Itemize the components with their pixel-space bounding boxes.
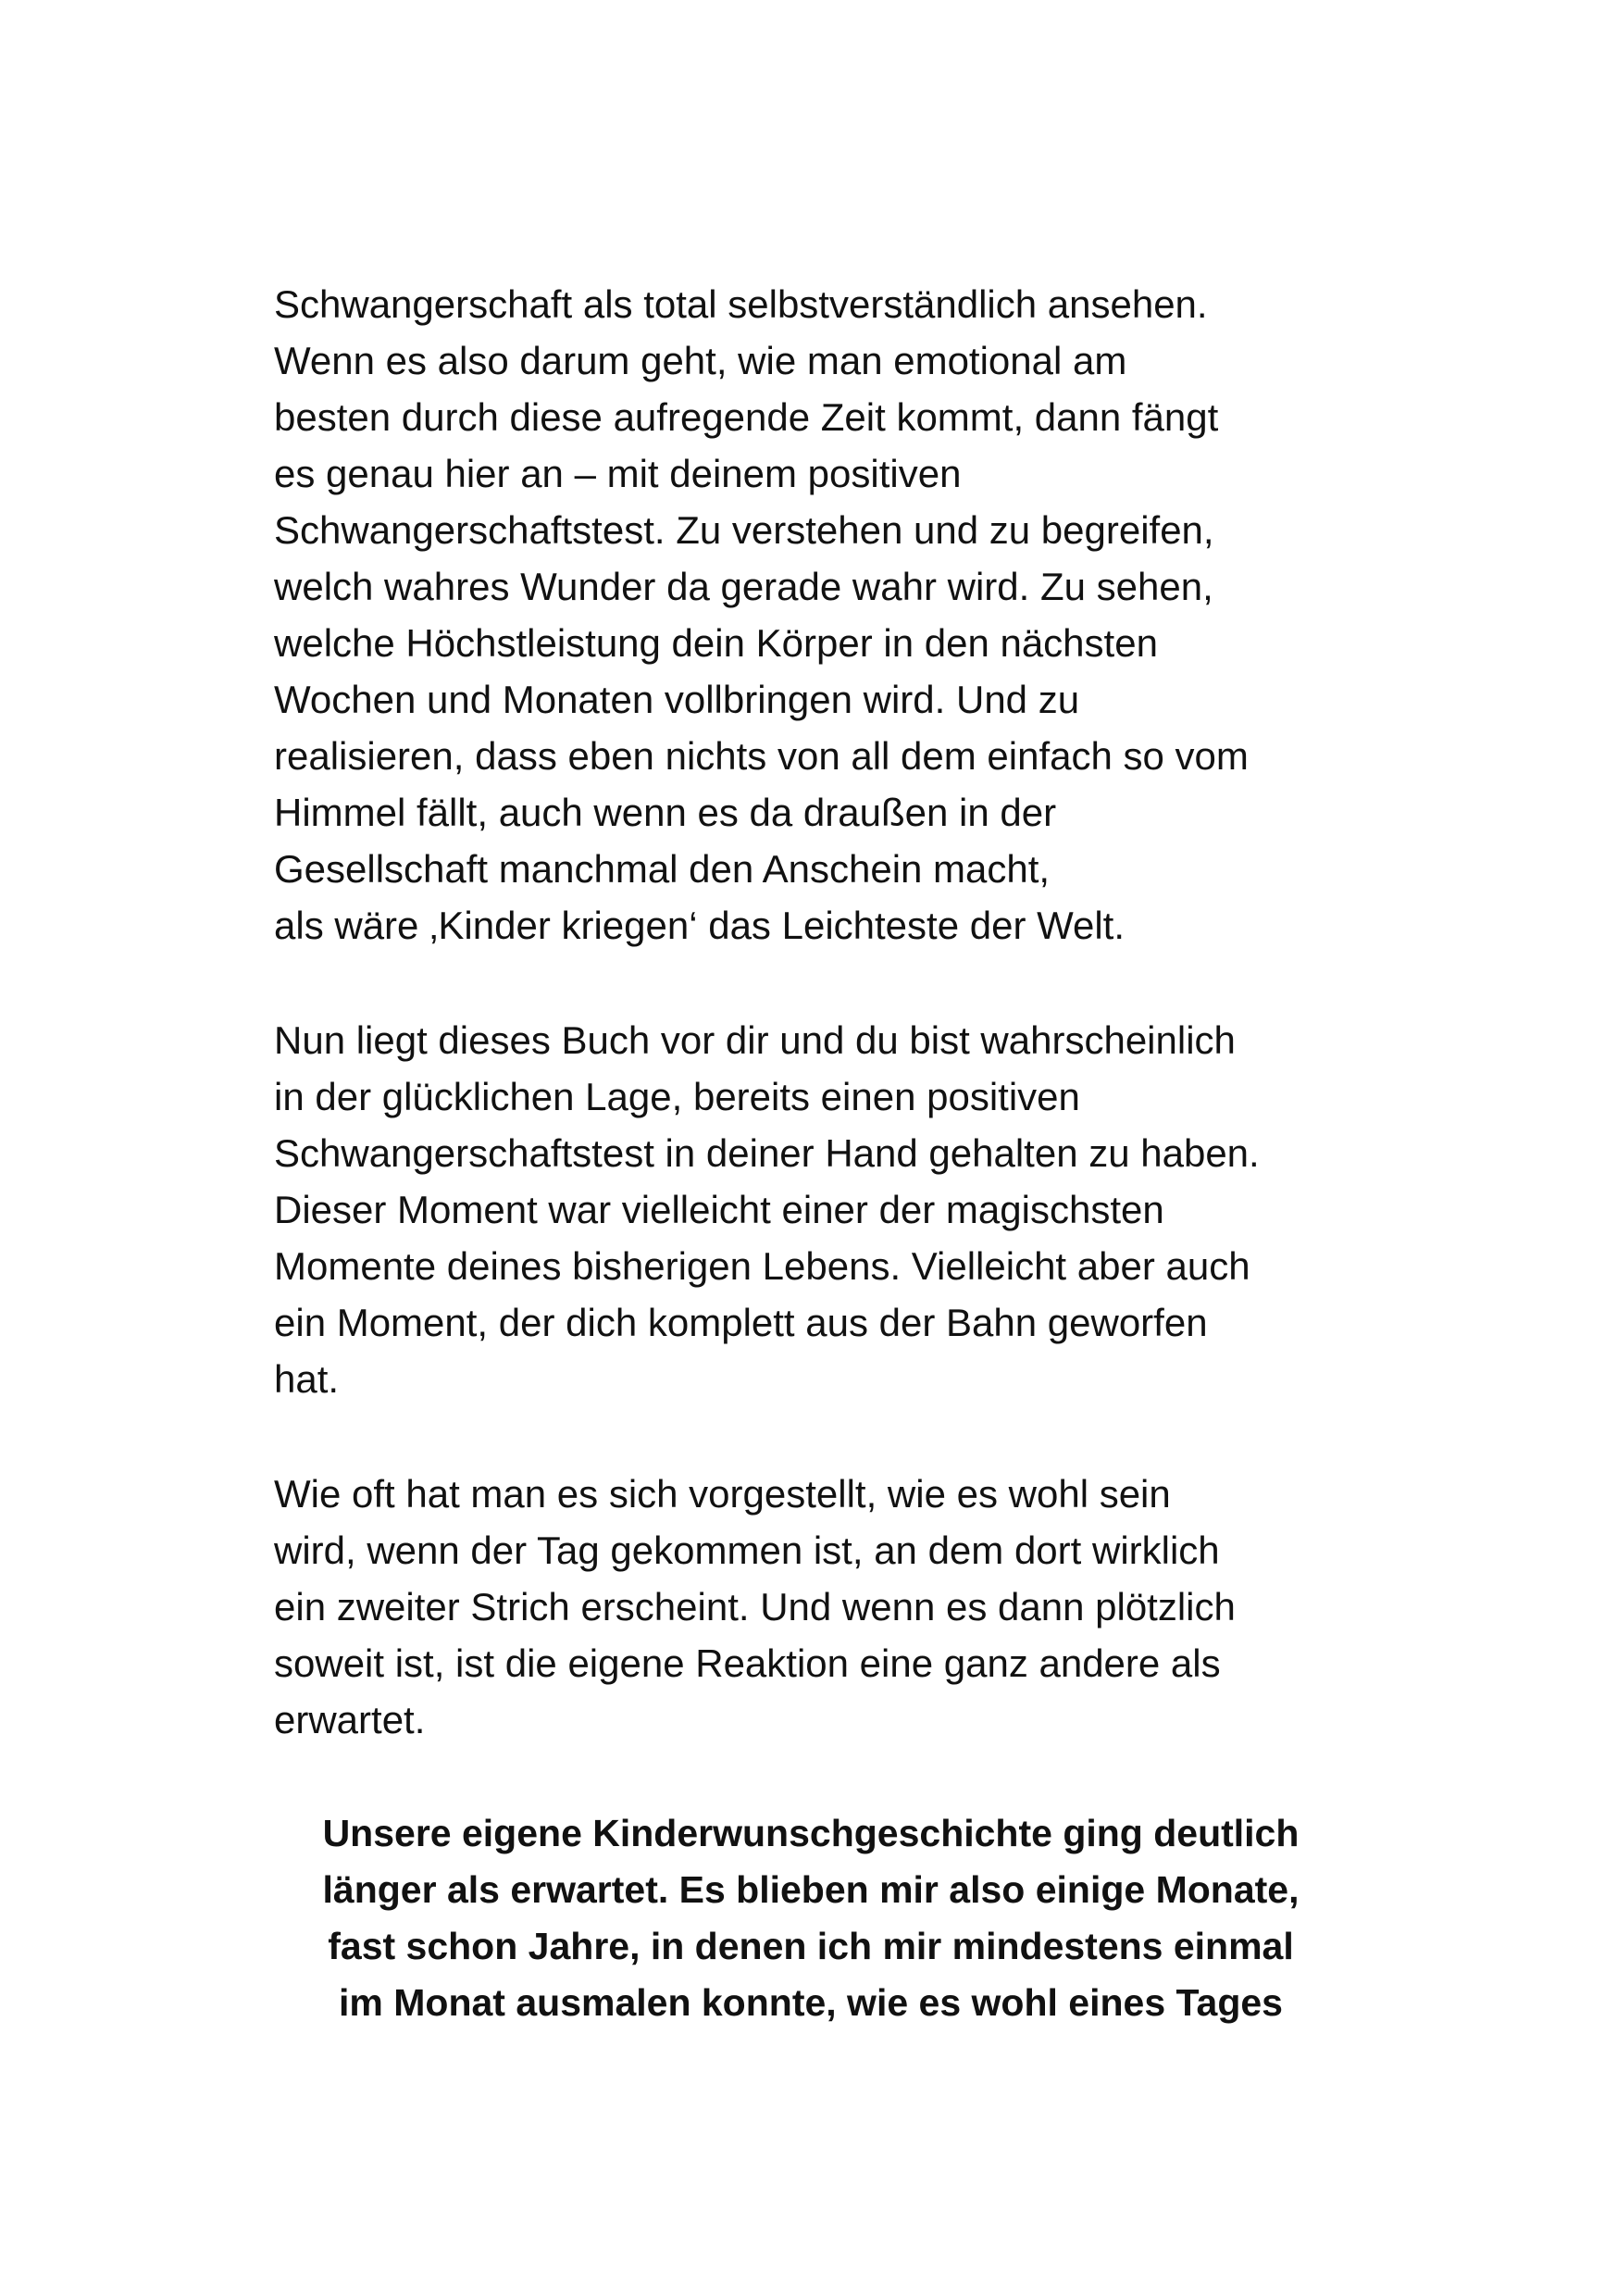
text-line: in der glücklichen Lage, bereits einen positiven: [274, 1075, 1080, 1118]
text-line: es genau hier an – mit deinem positiven: [274, 452, 962, 495]
text-line: erwartet.: [274, 1698, 426, 1741]
text-line: im Monat ausmalen konnte, wie es wohl eines Tages: [339, 1981, 1283, 2024]
text-line: Wenn es also darum geht, wie man emotional am: [274, 339, 1127, 382]
text-line: welche Höchstleistung dein Körper in den nächsten: [274, 621, 1158, 665]
text-line: wird, wenn der Tag gekommen ist, an dem dort wirklich: [274, 1529, 1220, 1572]
text-line: Schwangerschaft als total selbstverständlich ansehen.: [274, 282, 1208, 326]
text-line: soweit ist, ist die eigene Reaktion eine ganz andere als: [274, 1641, 1221, 1685]
text-line: Nun liegt dieses Buch vor dir und du bist wahrscheinlich: [274, 1018, 1236, 1062]
paragraph-4-bold-quote: [274, 1805, 1348, 2031]
paragraph-1: [274, 276, 1385, 954]
text-line: hat.: [274, 1357, 340, 1401]
text-line: Wie oft hat man es sich vorgestellt, wie es wohl sein: [274, 1472, 1171, 1516]
text-line: länger als erwartet. Es blieben mir also einige Monate,: [322, 1868, 1300, 1911]
paragraph-2: [274, 1012, 1385, 1407]
text-line: Gesellschaft manchmal den Anschein macht,: [274, 847, 1051, 891]
text-line: ein Moment, der dich komplett aus der Bahn geworfen: [274, 1301, 1208, 1344]
text-line: Unsere eigene Kinderwunschgeschichte ging deutlich: [322, 1812, 1300, 1854]
text-line: Himmel fällt, auch wenn es da draußen in der: [274, 791, 1057, 834]
text-line: Wochen und Monaten vollbringen wird. Und zu: [274, 678, 1080, 721]
text-line: Momente deines bisherigen Lebens. Vielleicht aber auch: [274, 1244, 1250, 1288]
text-line: fast schon Jahre, in denen ich mir mindestens einmal: [328, 1925, 1294, 1967]
text-line: als wäre ‚Kinder kriegen‘ das Leichteste der Welt.: [274, 904, 1126, 947]
text-line: welch wahres Wunder da gerade wahr wird. Zu sehen,: [274, 565, 1213, 608]
text-line: realisieren, dass eben nichts von all dem einfach so vom: [274, 734, 1249, 778]
paragraph-3: [274, 1466, 1385, 1748]
text-line: Dieser Moment war vielleicht einer der magischsten: [274, 1188, 1164, 1231]
text-line: Schwangerschaftstest in deiner Hand gehalten zu haben.: [274, 1131, 1260, 1175]
text-line: besten durch diese aufregende Zeit kommt, dann fängt: [274, 395, 1219, 439]
text-line: Schwangerschaftstest. Zu verstehen und zu begreifen,: [274, 508, 1214, 552]
text-line: ein zweiter Strich erscheint. Und wenn es dann plötzlich: [274, 1585, 1236, 1628]
